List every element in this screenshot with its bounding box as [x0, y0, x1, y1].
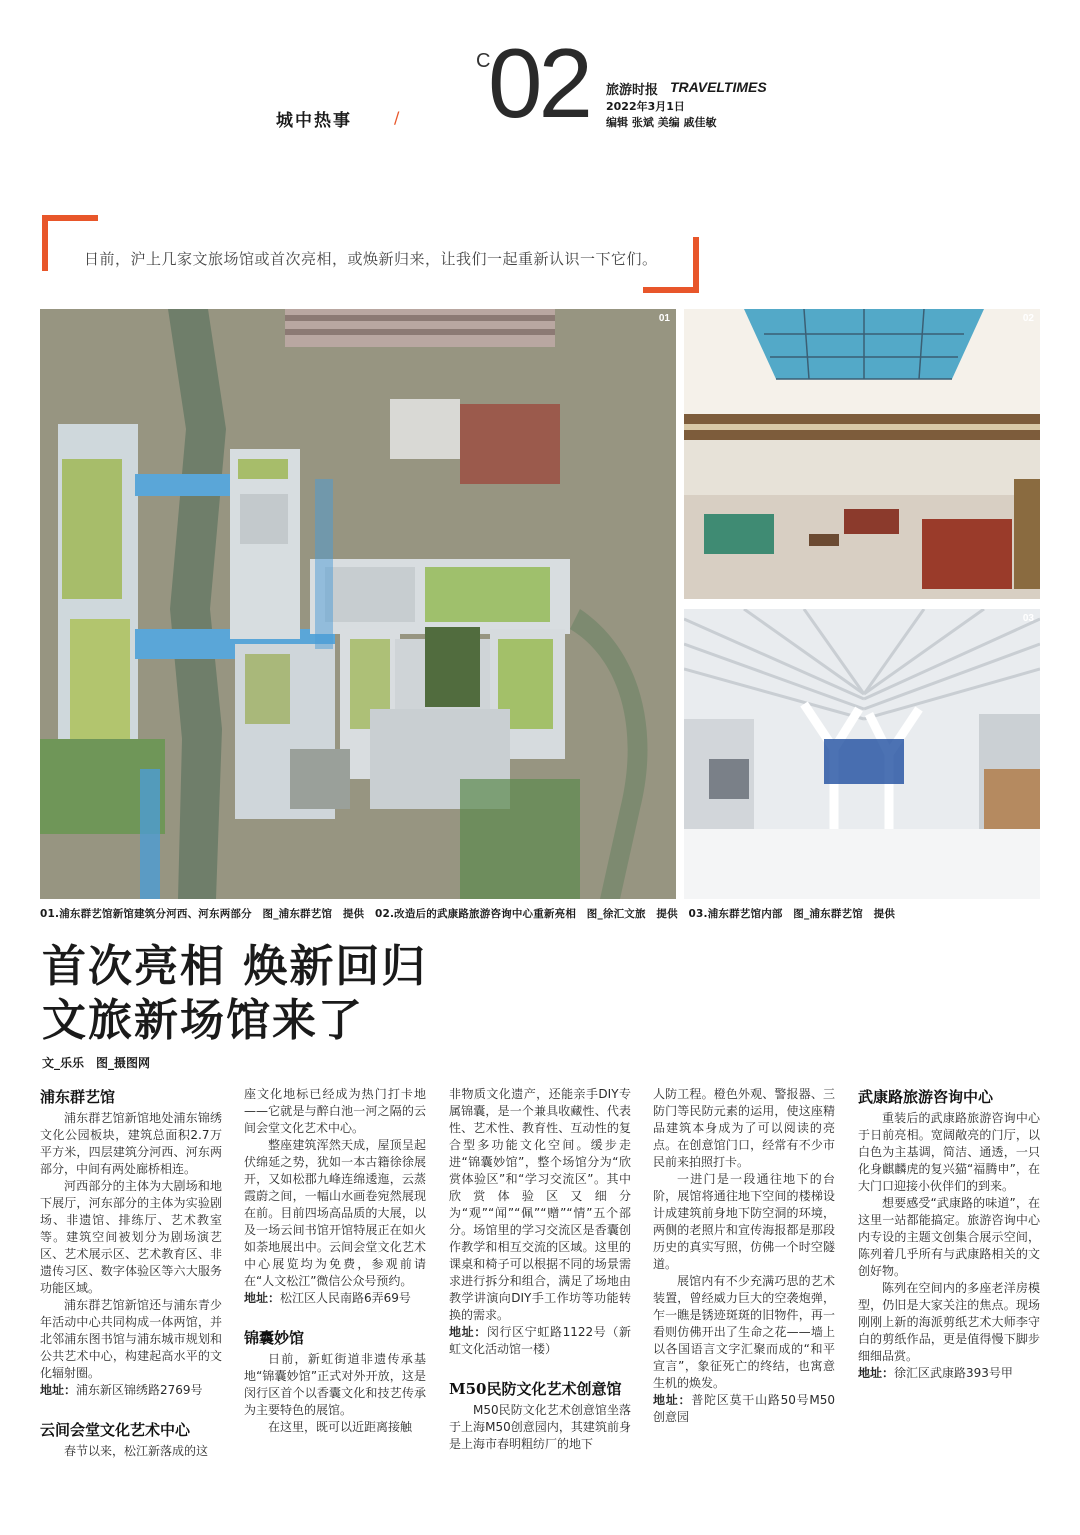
article-column-2 [244, 1086, 426, 1436]
paragraph: 一进门是一段通往地下的台阶，展馆将通往地下空间的楼梯设计成建筑前身地下防空洞的环境，两侧的老照片和宣传海报都是那段历史的真实写照，仿佛一个时空隧道。 [653, 1172, 835, 1271]
paragraph: 人防工程。橙色外观、警报器、三防门等民防元素的运用，使这座精品建筑本身成为了可以阅读的亮点。在创意馆门口，经常有不少市民前来拍照打卡。 [653, 1087, 835, 1169]
page-prefix: C [476, 50, 491, 72]
subheading-wukang: 武康路旅游咨询中心 [858, 1088, 994, 1106]
paragraph: M50民防文化艺术创意馆坐落于上海M50创意园内，其建筑前身是上海市春明粗纺厂的地下 [449, 1403, 631, 1451]
paragraph: 浦东群艺馆新馆地处浦东锦绣文化公园板块，建筑总面积2.7万平方米，四层建筑分河西、河东两部分，中间有两处廊桥相连。 [40, 1111, 222, 1176]
address-value: 闵行区宁虹路1122号（新虹文化活动馆一楼） [449, 1325, 631, 1356]
photo-caption: 01.浦东群艺馆新馆建筑分河西、河东两部分 图_浦东群艺馆 提供 02.改造后的武康路旅游咨询中心重新亮相 图_徐汇文旅 提供 03.浦东群艺馆内部 图_浦东群艺馆 提供 [40, 908, 896, 920]
byline: 文_乐乐 图_摄图网 [42, 1056, 151, 1070]
subheading-pudong: 浦东群艺馆 [40, 1088, 116, 1106]
paper-name-cn: 旅游时报 [606, 83, 659, 98]
paragraph: 河西部分的主体为大剧场和地下展厅，河东部分的主体为实验剧场、非遗馆、排练厅、艺术教室等。建筑空间被划分为剧场演艺区、艺术展示区、艺术教育区、非遗传习区、数字体验区等六大服务功能区域。 [40, 1179, 222, 1295]
interior-illustration [684, 309, 1040, 599]
article-column-1 [40, 1086, 222, 1460]
paragraph: 非物质文化遗产，还能亲手DIY专属锦囊，是一个兼具收藏性、代表性、艺术性、教育性、互动性的复合型多功能文化空间。缓步走进“锦囊妙馆”，整个场馆分为“欣赏体验区”和“学习交流区”。其中欣赏体验区又细分为“观”“闻”“佩”“赠”“情”五个部分。场馆里的学习交流区是香囊创作教学和相互交流的区域。这里的课桌和椅子可以根据不同的场景需求进行拆分和组合，满足了场地由教学讲演向DIY手工作坊等功能转换的需求。 [449, 1087, 631, 1322]
article-column-4 [653, 1086, 835, 1426]
headline [42, 940, 427, 1048]
editors-credit: 编辑 张斌 美编 戚佳敏 [606, 116, 717, 129]
paragraph: 春节以来，松江新落成的这 [64, 1444, 209, 1458]
address-label: 地址： [40, 1383, 77, 1397]
paragraph: 在这里，既可以近距离接触 [268, 1420, 413, 1434]
page-number: 02 [488, 28, 590, 138]
hall-illustration [684, 609, 1040, 899]
address-line [858, 1365, 1040, 1382]
article-column-3 [449, 1086, 631, 1453]
address-line [653, 1392, 835, 1426]
photo-arts-center-interior [684, 609, 1040, 899]
photo-wukang-interior [684, 309, 1040, 599]
aerial-illustration [40, 309, 676, 899]
subheading-yunjian: 云间会堂文化艺术中心 [40, 1421, 191, 1439]
subheading-m50: M50民防文化艺术创意馆 [449, 1380, 622, 1398]
paragraph: 重装后的武康路旅游咨询中心于日前亮相。宽阔敞亮的门厅，以白色为主基调，简洁、通透，一只化身麒麟虎的复兴猫“福腾申”，在大门口迎接小伙伴们的到来。 [858, 1111, 1040, 1193]
address-value: 普陀区莫干山路50号M50创意园 [653, 1393, 835, 1424]
address-value: 松江区人民南路6弄69号 [280, 1291, 411, 1305]
paragraph: 陈列在空间内的多座老洋房模型，仍旧是大家关注的焦点。现场刚刚上新的海派剪纸艺术大师李守白的剪纸作品，更是值得慢下脚步细细品赏。 [858, 1281, 1040, 1363]
paragraph: 浦东群艺馆新馆还与浦东青少年活动中心共同构成一体两馆，并北邻浦东图书馆与浦东城市规划和公共艺术中心，构建起高水平的文化辐射圈。 [40, 1298, 222, 1380]
paragraph: 整座建筑浑然天成，屋顶呈起伏绵延之势，犹如一本古籍徐徐展开，又如松郡九峰连绵逶迤，云蒸霞蔚之间，一幅山水画卷宛然展现在前。目前四场高品质的大展，以及一场云间书馆开馆特展正在如火如荼地展出中。云间会堂文化艺术中心展览均为免费，参观前请在“人文松江”微信公众号预约。 [244, 1138, 426, 1288]
headline-line-2: 文旅新场馆来了 [42, 995, 364, 1046]
paragraph: 座文化地标已经成为热门打卡地——它就是与醉白池一河之隔的云间会堂文化艺术中心。 [244, 1087, 426, 1135]
article-column-5 [858, 1086, 1040, 1382]
paragraph: 日前，新虹街道非遗传承基地“锦囊妙馆”正式对外开放，这是闵行区首个以香囊文化和技艺传承为主要特色的展馆。 [244, 1352, 426, 1417]
paragraph: 想要感受“武康路的味道”，在这里一站都能搞定。旅游咨询中心内专设的主题文创集合展示空间，陈列着几乎所有与武康路相关的文创好物。 [858, 1196, 1040, 1278]
photo-number-01: 01 [658, 313, 670, 324]
address-line [244, 1290, 426, 1307]
address-value: 徐汇区武康路393号甲 [894, 1366, 1013, 1380]
photo-number-03: 03 [1022, 613, 1034, 624]
section-slash: / [394, 108, 400, 127]
section-label: 城中热事 [276, 111, 352, 131]
paper-name-en: TRAVELTIMES [670, 79, 767, 95]
paragraph: 展馆内有不少充满巧思的艺术装置，曾经威力巨大的空袭炮弹，乍一瞧是锈迹斑斑的旧物件，再一看则仿佛开出了生命之花——墙上以各国语言文字汇聚而成的“和平宣言”，象征死亡的终结，也寓意生机的焕发。 [653, 1274, 835, 1390]
headline-line-1: 首次亮相 焕新回归 [42, 941, 428, 992]
address-label: 地址： [653, 1393, 692, 1407]
address-label: 地址： [858, 1366, 895, 1380]
address-value: 浦东新区锦绣路2769号 [76, 1383, 203, 1397]
address-label: 地址： [244, 1291, 281, 1305]
address-line [449, 1324, 631, 1358]
intro-text: 日前，沪上几家文旅场馆或首次亮相，或焕新归来，让我们一起重新认识一下它们。 [84, 250, 658, 268]
subheading-jinnang: 锦囊妙馆 [244, 1329, 305, 1347]
photo-number-02: 02 [1022, 313, 1034, 324]
photo-aerial-arts-center [40, 309, 676, 899]
address-label: 地址： [449, 1325, 487, 1339]
publication-date: 2022年3月1日 [606, 100, 685, 113]
address-line [40, 1382, 222, 1399]
